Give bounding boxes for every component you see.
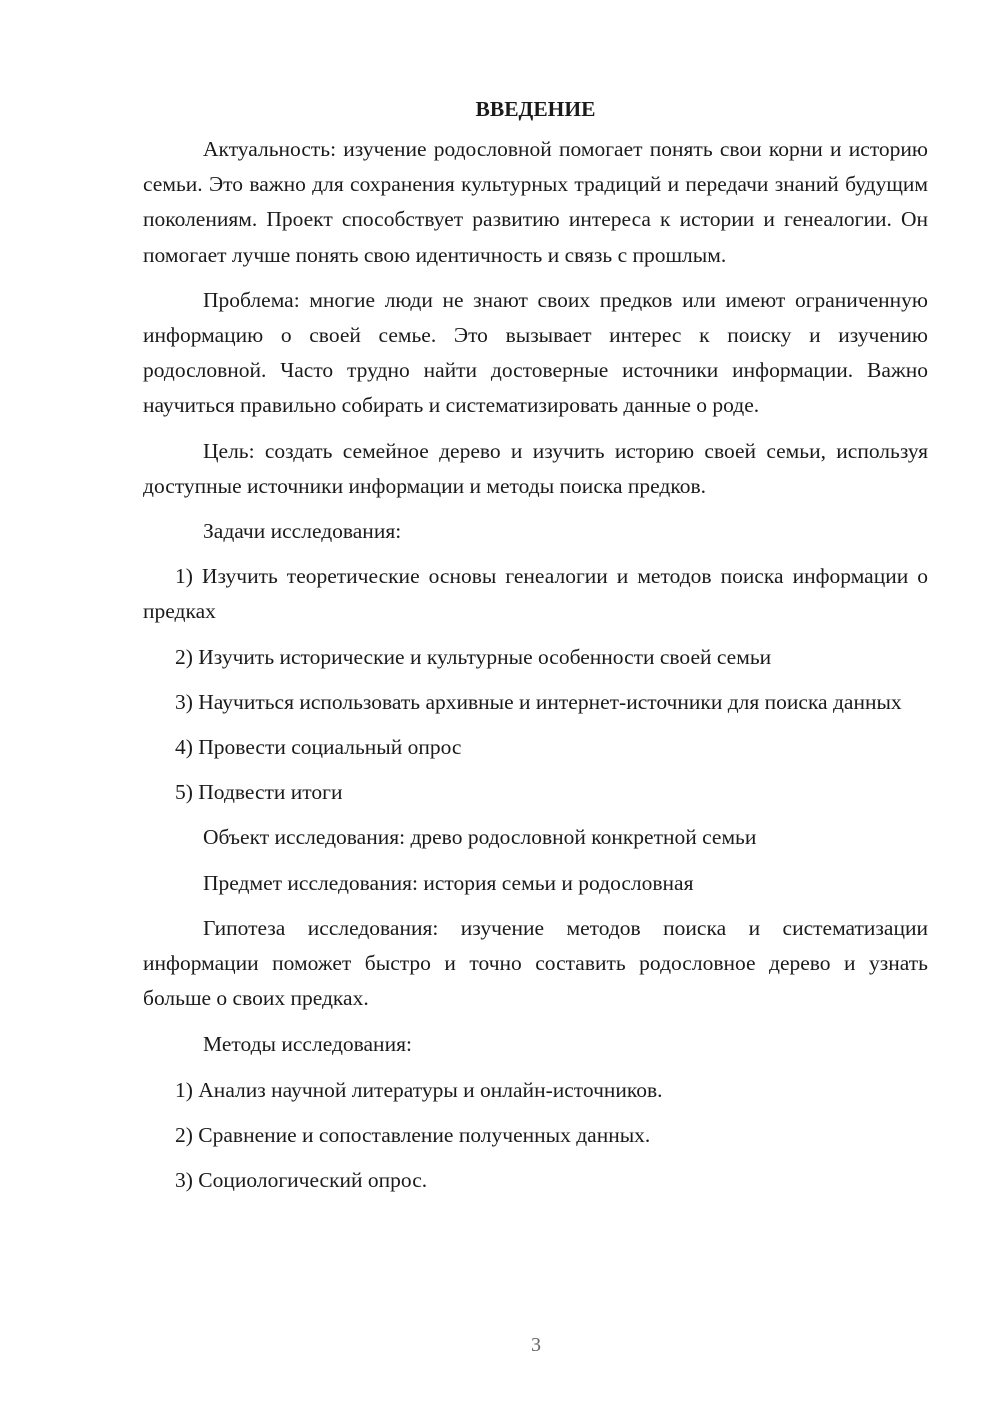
object-paragraph: Объект исследования: древо родословной конкретной семьи [203,825,757,850]
goal-paragraph: Цель: создать семейное дерево и изучить историю своей семьи, используя доступные источники информации и методы поиска предков. [143,438,928,498]
page-number: 3 [531,1334,541,1356]
tasks-heading: Задачи исследования: [203,519,402,544]
method-item: 3) Социологический опрос. [175,1168,428,1193]
task-item: 2) Изучить исторические и культурные особенности своей семьи [175,644,772,669]
problem-paragraph: Проблема: многие люди не знают своих предков или имеют ограниченную информацию о своей семье. Это вызывает интерес к поиску и изучению родословной. Часто трудно найти достоверные источники информации. Важно научиться правильно собирать и систематизировать данные о роде. [143,287,928,418]
task-item: 5) Подвести итоги [175,780,343,805]
document-page [143,92,928,1198]
hypothesis-paragraph: Гипотеза исследования: изучение методов поиска и систематизации информации поможет быстро и точно составить родословное дерево и узнать больше о своих предках. [143,915,928,1011]
methods-heading: Методы исследования: [203,1032,412,1057]
task-item: 3) Научиться использовать архивные и интернет-источники для поиска данных [175,689,902,714]
relevance-paragraph: Актуальность: изучение родословной помогает понять свои корни и историю семьи. Это важно для сохранения культурных традиций и передачи знаний будущим поколениям. Проект способствует развитию интереса к истории и генеалогии. Он помогает лучше понять свою идентичность и связь с прошлым. [143,137,928,267]
task-item: 1) Изучить теоретические основы генеалогии и методов поиска информации о предках [143,564,928,624]
document-title: ВВЕДЕНИЕ [475,97,596,121]
method-item: 1) Анализ научной литературы и онлайн-источников. [175,1077,663,1102]
task-item: 4) Провести социальный опрос [175,735,462,760]
method-item: 2) Сравнение и сопоставление полученных данных. [175,1122,651,1147]
subject-paragraph: Предмет исследования: история семьи и родословная [203,870,694,895]
